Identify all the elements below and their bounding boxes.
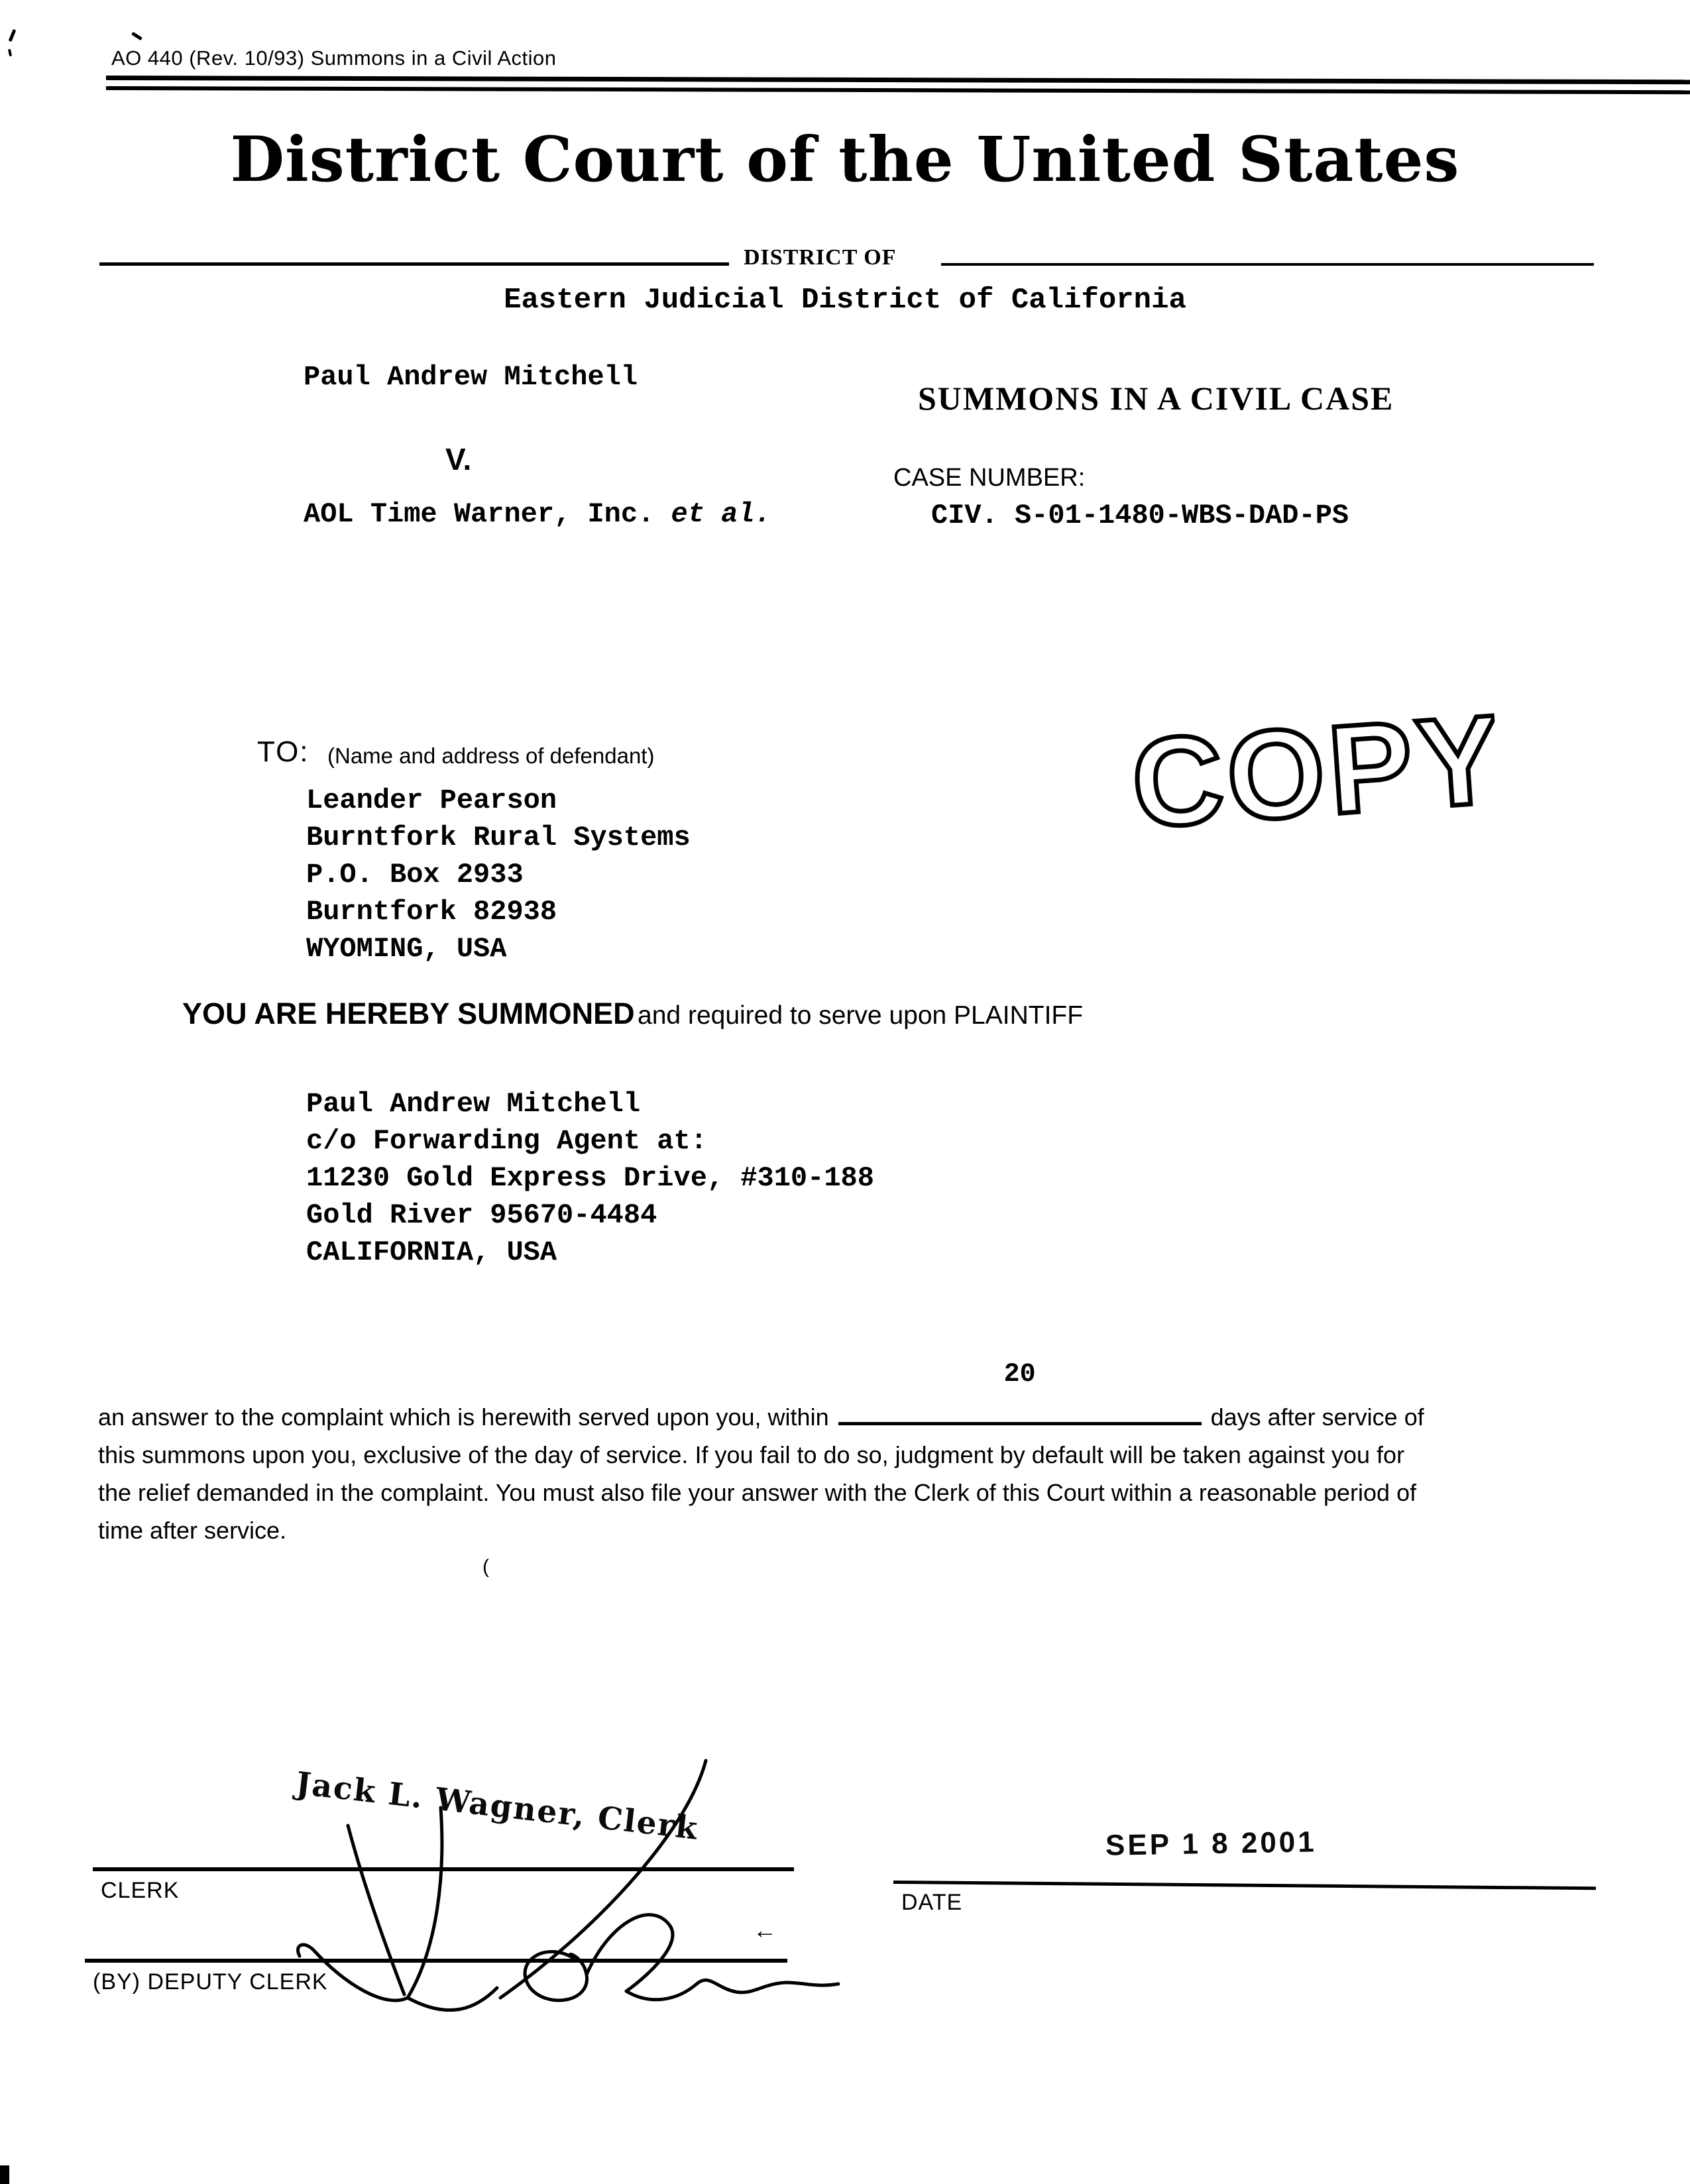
body-paragraph-line: this summons upon you, exclusive of the day of service. If you fail to do so, judgment by default will be taken against you for	[98, 1441, 1405, 1468]
clerk-name-stamp: Jack L. Wagner, Clerk	[294, 1765, 701, 1847]
plaintiff-name: Paul Andrew Mitchell	[304, 361, 638, 393]
district-name: Eastern Judicial District of California	[504, 284, 1186, 317]
answer-days-value: 20	[1003, 1360, 1036, 1390]
defendant-address-line: Burntfork Rural Systems	[306, 822, 691, 853]
body-line1-pre: an answer to the complaint which is herewith served upon you, within	[98, 1403, 829, 1431]
deputy-signature	[186, 1723, 888, 2057]
page-title: District Court of the United States	[230, 123, 1460, 196]
defendant-name	[304, 498, 771, 530]
district-divider-line	[941, 263, 1594, 266]
defendant-address-line: Burntfork 82938	[306, 896, 557, 928]
plaintiff-address-line: Paul Andrew Mitchell	[306, 1088, 641, 1120]
defendant-suffix: et al.	[671, 498, 771, 530]
plaintiff-address-block	[306, 1085, 874, 1271]
scan-artifact-paren: (	[482, 1556, 489, 1578]
date-line	[893, 1881, 1596, 1890]
date-stamp: SEP 1 8 2001	[1105, 1826, 1318, 1862]
clerk-label: CLERK	[101, 1878, 180, 1903]
header-rule	[106, 76, 1690, 84]
body-paragraph-line: time after service.	[98, 1517, 287, 1544]
district-divider-line	[99, 262, 729, 266]
defendant-address-line: P.O. Box 2933	[306, 859, 524, 891]
body-paragraph-line: the relief demanded in the complaint. You must also file your answer with the Clerk of this Court within a reasonable period of	[98, 1479, 1417, 1506]
plaintiff-address-line: Gold River 95670-4484	[306, 1199, 657, 1231]
answer-days-blank-line	[838, 1360, 1202, 1425]
summoned-text: and required to serve upon PLAINTIFF	[638, 1001, 1084, 1030]
defendant-address-line: Leander Pearson	[306, 785, 557, 816]
plaintiff-address-line: c/o Forwarding Agent at:	[306, 1125, 707, 1157]
case-number-value: CIV. S-01-1480-WBS-DAD-PS	[931, 500, 1349, 531]
case-number-label: CASE NUMBER:	[893, 464, 1086, 492]
summoned-heading: YOU ARE HEREBY SUMMONED	[182, 997, 635, 1030]
versus-label: V.	[445, 442, 472, 476]
district-of-label: DISTRICT OF	[744, 245, 897, 270]
body-paragraph	[98, 1360, 1622, 1549]
summons-case-title: SUMMONS IN A CIVIL CASE	[918, 380, 1394, 417]
scan-artifact-corner	[0, 2165, 9, 2184]
copy-stamp-text: COPY	[1127, 688, 1504, 855]
scan-artifact-arrow: ←	[753, 1916, 777, 1943]
copy-stamp	[1121, 677, 1503, 867]
to-sublabel: (Name and address of defendant)	[327, 743, 655, 768]
scan-artifact	[9, 29, 17, 42]
to-label: TO:	[257, 736, 310, 768]
header-rule	[106, 86, 1690, 94]
defendant-address-line: WYOMING, USA	[306, 933, 507, 965]
scan-artifact	[131, 32, 142, 40]
scan-artifact	[8, 49, 12, 57]
plaintiff-address-line: 11230 Gold Express Drive, #310-188	[306, 1162, 874, 1194]
plaintiff-address-line: CALIFORNIA, USA	[306, 1236, 557, 1268]
body-line1-post: days after service of	[1210, 1403, 1424, 1431]
defendant-address-block	[306, 782, 691, 967]
summoned-heading-line	[182, 997, 1083, 1031]
body-paragraph-line	[98, 1360, 1622, 1436]
form-number: AO 440 (Rev. 10/93) Summons in a Civil Action	[111, 46, 557, 70]
date-label: DATE	[901, 1890, 963, 1915]
defendant-name-text: AOL Time Warner, Inc.	[304, 498, 655, 530]
deputy-clerk-label: (BY) DEPUTY CLERK	[93, 1969, 328, 1994]
